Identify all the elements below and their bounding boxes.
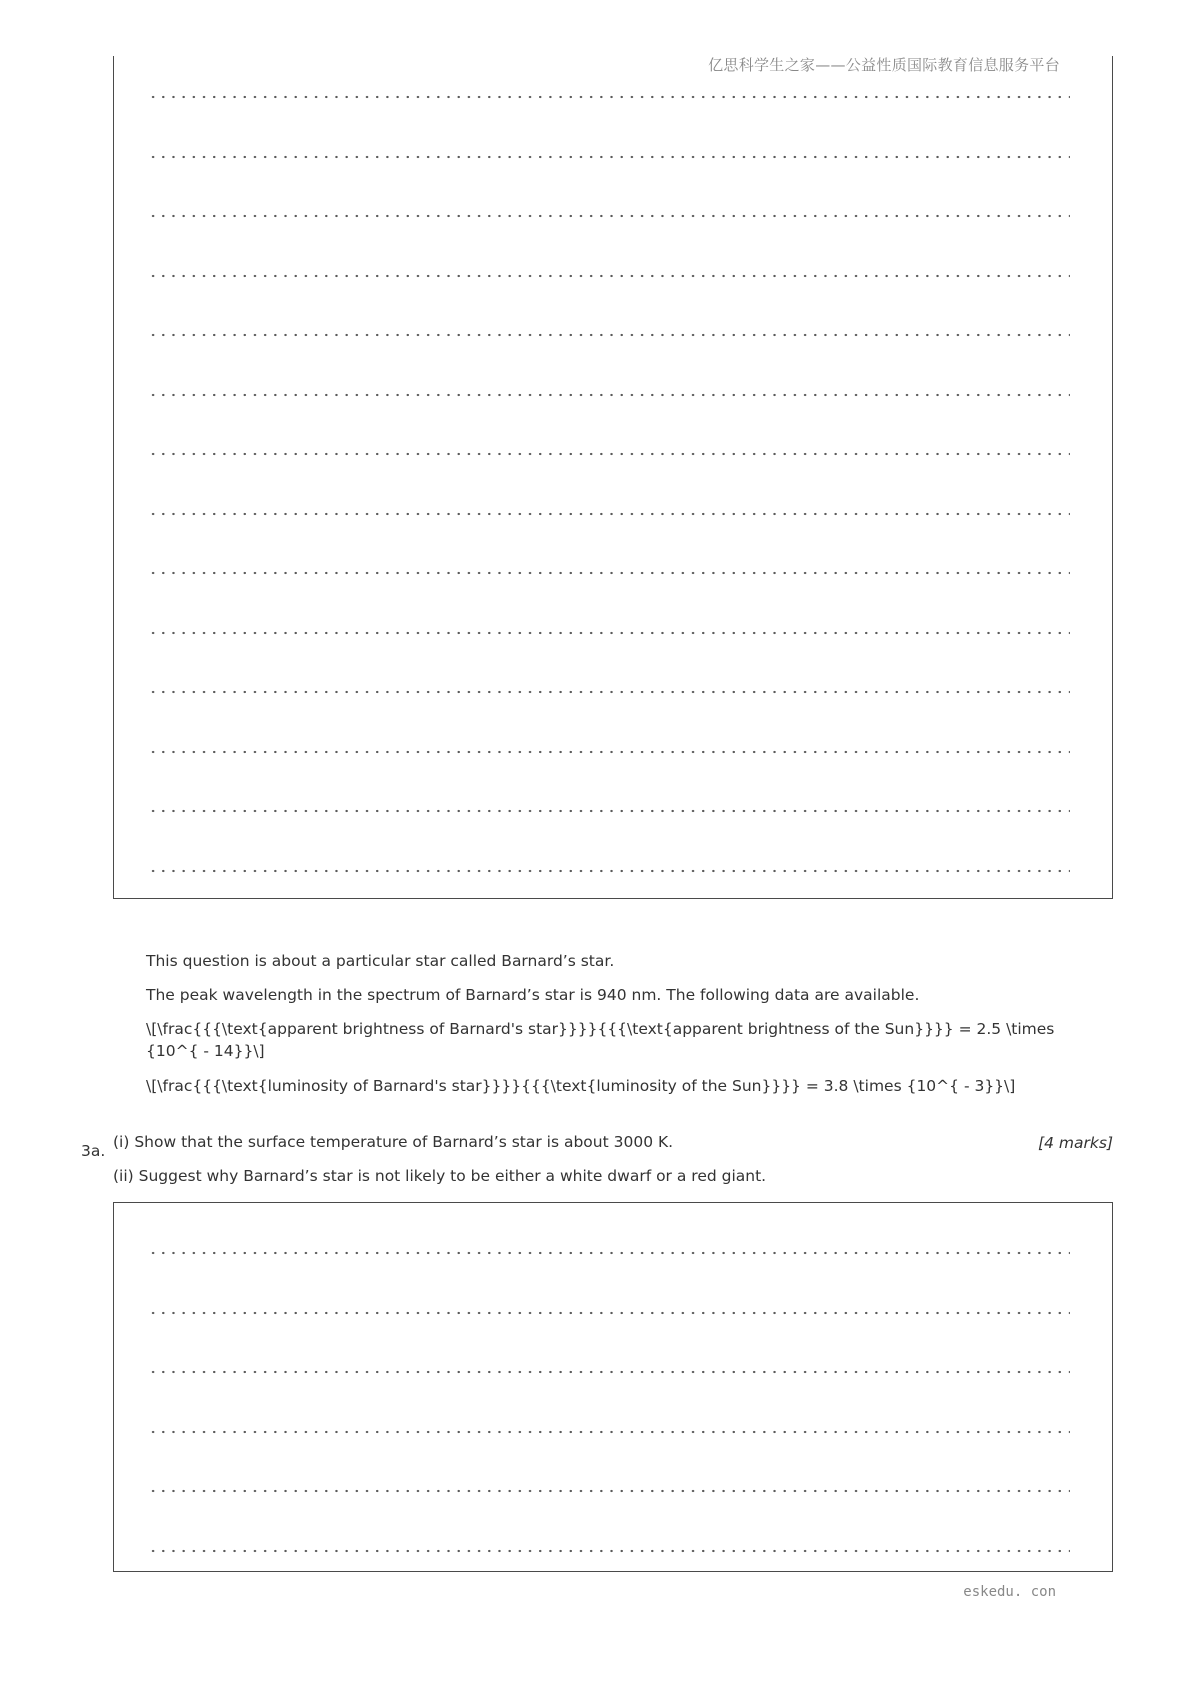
answer-line: [148, 332, 1070, 338]
question-number: 3a.: [81, 1142, 106, 1160]
answer-line: [148, 392, 1070, 398]
intro-line-2: The peak wavelength in the spectrum of Barnard’s star is 940 nm. The following data are available.: [146, 986, 920, 1004]
intro-formula-2: \[\frac{{{\text{luminosity of Barnard's star}}}}{{{\text{luminosity of the Sun}}}} = 3.8 \times {10^{ - 3}}\]: [146, 1077, 1016, 1095]
answer-line: [148, 749, 1070, 755]
answer-line: [148, 1250, 1070, 1256]
question-part-2: (ii) Suggest why Barnard’s star is not likely to be either a white dwarf or a red giant.: [113, 1167, 767, 1185]
answer-line: [148, 570, 1070, 576]
answer-line: [148, 1548, 1070, 1554]
answer-line: [148, 808, 1070, 814]
header-site-text: 亿思科学生之家——公益性质国际教育信息服务平台: [708, 56, 1060, 74]
question-part-1: (i) Show that the surface temperature of Barnard’s star is about 3000 K.: [113, 1133, 674, 1151]
answer-line: [148, 273, 1070, 279]
question-marks: [4 marks]: [1038, 1134, 1113, 1152]
answer-line: [148, 1310, 1070, 1316]
answer-line: [148, 1488, 1070, 1494]
answer-line: [148, 154, 1070, 160]
answer-line: [148, 689, 1070, 695]
answer-line: [148, 94, 1070, 100]
answer-line: [148, 511, 1070, 517]
answer-line: [148, 868, 1070, 874]
answer-box-bottom[interactable]: [113, 1202, 1113, 1572]
answer-line: [148, 213, 1070, 219]
intro-formula-1: \[\frac{{{\text{apparent brightness of Barnard's star}}}}{{{\text{apparent brightness of the Sun}}}} = 2.5 \times {10^{ - 14}}\]: [146, 1020, 1055, 1060]
answer-line: [148, 451, 1070, 457]
answer-line: [148, 1429, 1070, 1435]
intro-line-1: This question is about a particular star called Barnard’s star.: [146, 952, 615, 970]
answer-line: [148, 630, 1070, 636]
answer-box-top[interactable]: [113, 56, 1113, 899]
answer-line: [148, 1369, 1070, 1375]
footer-site-text: eskedu. con: [963, 1584, 1056, 1600]
